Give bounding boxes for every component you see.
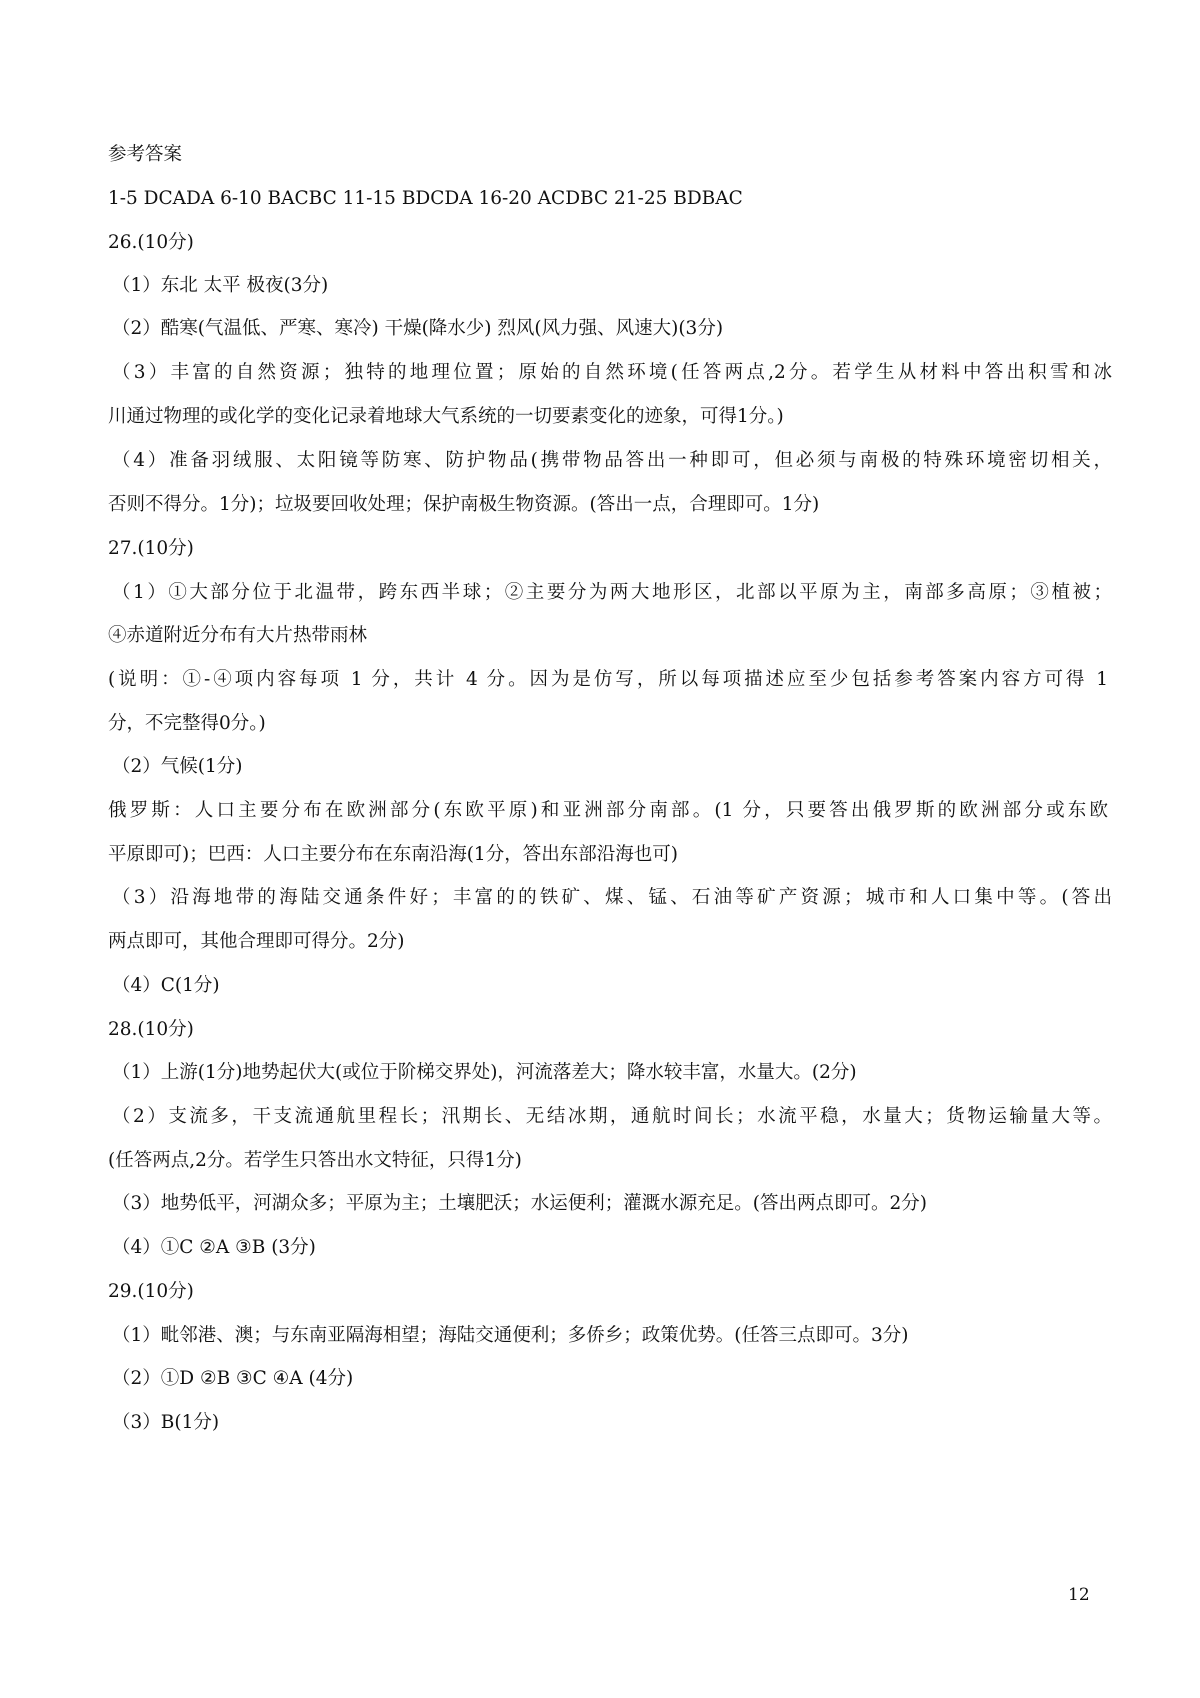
q26-answer-line: （2）酷寒(气温低、严寒、寒冷) 干燥(降水少) 烈风(风力强、风速大)(3分)	[112, 318, 724, 339]
q27-answer-line: 分，不完整得0分。)	[108, 713, 266, 734]
q26-answer-line: 川通过物理的或化学的变化记录着地球大气系统的一切要素变化的迹象，可得1分。)	[108, 406, 784, 427]
q28-answer-line: （3）地势低平，河湖众多；平原为主；土壤肥沃；水运便利；灌溉水源充足。(答出两点即可。2分)	[112, 1193, 927, 1214]
q27-answer-line: （4）C(1分)	[112, 975, 220, 996]
multiple-choice-answers: 1-5 DCADA 6-10 BACBC 11-15 BDCDA 16-20 ACDBC 21-25 BDBAC	[108, 188, 743, 209]
q27-answer-line: ④赤道附近分布有大片热带雨林	[108, 625, 368, 646]
q27-answer-line: (说明：①-④项内容每项 1 分，共计 4 分。因为是仿写，所以每项描述应至少包括参考答案内容方可得 1	[108, 669, 1108, 690]
question-29-header: 29.(10分)	[108, 1281, 194, 1302]
q26-answer-line: （3）丰富的自然资源；独特的地理位置；原始的自然环境(任答两点,2分。若学生从材料中答出积雪和冰	[112, 362, 1112, 383]
q28-answer-line: （1）上游(1分)地势起伏大(或位于阶梯交界处)，河流落差大；降水较丰富，水量大。(2分)	[112, 1062, 857, 1083]
q27-answer-line: 平原即可)；巴西：人口主要分布在东南沿海(1分，答出东部沿海也可)	[108, 844, 678, 865]
q27-answer-line: 俄罗斯：人口主要分布在欧洲部分(东欧平原)和亚洲部分南部。(1 分，只要答出俄罗斯的欧洲部分或东欧	[108, 800, 1108, 821]
q28-answer-line: （4）①C ②A ③B (3分)	[112, 1237, 316, 1258]
q28-answer-line: （2）支流多，干支流通航里程长；汛期长、无结冰期，通航时间长；水流平稳，水量大；货物运输量大等。	[112, 1106, 1112, 1127]
q29-answer-line: （2）①D ②B ③C ④A (4分)	[112, 1368, 354, 1389]
q27-answer-line: （1）①大部分位于北温带，跨东西半球；②主要分为两大地形区，北部以平原为主，南部多高原；③植被；	[112, 582, 1112, 603]
page-title: 参考答案	[108, 144, 183, 165]
question-28-header: 28.(10分)	[108, 1019, 194, 1040]
q28-answer-line: (任答两点,2分。若学生只答出水文特征，只得1分)	[108, 1150, 522, 1171]
q26-answer-line: （1）东北 太平 极夜(3分)	[112, 275, 329, 296]
page-number: 12	[1068, 1585, 1090, 1605]
q26-answer-line: （4）准备羽绒服、太阳镜等防寒、防护物品(携带物品答出一种即可，但必须与南极的特殊环境密切相关，	[112, 450, 1112, 471]
q27-answer-line: 两点即可，其他合理即可得分。2分)	[108, 931, 405, 952]
question-27-header: 27.(10分)	[108, 538, 194, 559]
q26-answer-line: 否则不得分。1分)；垃圾要回收处理；保护南极生物资源。(答出一点，合理即可。1分)	[108, 494, 820, 515]
question-26-header: 26.(10分)	[108, 232, 194, 253]
q27-answer-line: （3）沿海地带的海陆交通条件好；丰富的的铁矿、煤、锰、石油等矿产资源；城市和人口集中等。(答出	[112, 887, 1112, 908]
q29-answer-line: （1）毗邻港、澳；与东南亚隔海相望；海陆交通便利；多侨乡；政策优势。(任答三点即可。3分)	[112, 1325, 909, 1346]
q27-answer-line: （2）气候(1分)	[112, 756, 243, 777]
q29-answer-line: （3）B(1分)	[112, 1412, 220, 1433]
